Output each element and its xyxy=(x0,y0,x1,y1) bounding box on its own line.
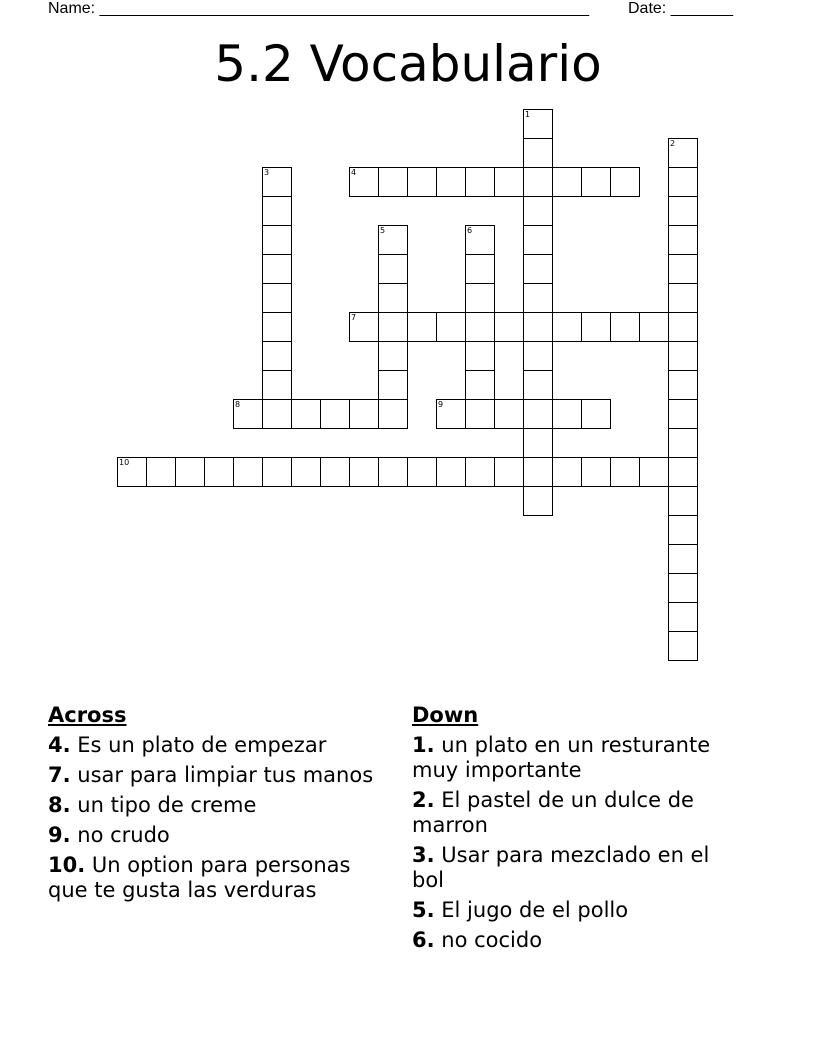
clue-across-9 xyxy=(48,823,378,848)
grid-cell[interactable] xyxy=(523,399,553,429)
grid-cell[interactable] xyxy=(668,138,698,168)
grid-cell[interactable] xyxy=(349,312,379,342)
grid-cell[interactable] xyxy=(523,457,553,487)
clue-text: Es un plato de empezar xyxy=(77,733,327,757)
grid-cell[interactable] xyxy=(378,457,408,487)
grid-cell[interactable] xyxy=(668,225,698,255)
grid-cell[interactable] xyxy=(668,254,698,284)
clue-number-label: 1 xyxy=(525,110,531,119)
grid-cell[interactable] xyxy=(378,341,408,371)
grid-cell[interactable] xyxy=(378,167,408,197)
clue-number: 9. xyxy=(48,823,71,847)
grid-cell[interactable] xyxy=(117,457,147,487)
grid-cell[interactable] xyxy=(581,312,611,342)
grid-cell[interactable] xyxy=(523,486,553,516)
name-field[interactable]: Name: _______________________________________________________ xyxy=(48,0,589,17)
clue-text: El pastel de un dulce de marron xyxy=(412,788,694,837)
grid-cell[interactable] xyxy=(407,457,437,487)
clue-down-3 xyxy=(412,843,742,893)
clue-number-label: 4 xyxy=(351,168,357,177)
clue-text: Usar para mezclado en el bol xyxy=(412,843,710,892)
grid-cell[interactable] xyxy=(581,457,611,487)
grid-cell[interactable] xyxy=(668,283,698,313)
grid-cell[interactable] xyxy=(233,457,263,487)
grid-cell[interactable] xyxy=(523,341,553,371)
clue-text: no cocido xyxy=(441,928,543,952)
grid-cell[interactable] xyxy=(581,167,611,197)
grid-cell[interactable] xyxy=(378,283,408,313)
grid-cell[interactable] xyxy=(523,254,553,284)
grid-cell[interactable] xyxy=(436,167,466,197)
grid-cell[interactable] xyxy=(407,167,437,197)
grid-cell[interactable] xyxy=(291,457,321,487)
grid-cell[interactable] xyxy=(262,370,292,400)
grid-cell[interactable] xyxy=(465,399,495,429)
grid-cell[interactable] xyxy=(465,457,495,487)
clue-number-label: 6 xyxy=(467,226,473,235)
grid-cell[interactable] xyxy=(146,457,176,487)
clue-text: un plato en un resturante muy importante xyxy=(412,733,711,782)
grid-cell[interactable] xyxy=(523,196,553,226)
grid-cell[interactable] xyxy=(204,457,234,487)
grid-cell[interactable] xyxy=(668,370,698,400)
clue-number: 6. xyxy=(412,928,435,952)
grid-cell[interactable] xyxy=(465,341,495,371)
grid-cell[interactable] xyxy=(668,457,698,487)
grid-cell[interactable] xyxy=(639,312,669,342)
grid-cell[interactable] xyxy=(639,457,669,487)
grid-cell[interactable] xyxy=(465,225,495,255)
grid-cell[interactable] xyxy=(668,167,698,197)
grid-cell[interactable] xyxy=(523,428,553,458)
clue-text: Un option para personas que te gusta las verduras xyxy=(48,853,351,902)
grid-cell[interactable] xyxy=(378,225,408,255)
clue-across-4 xyxy=(48,733,378,758)
grid-cell[interactable] xyxy=(552,167,582,197)
across-heading: Across xyxy=(48,703,127,727)
grid-cell[interactable] xyxy=(668,602,698,632)
clue-number-label: 10 xyxy=(119,458,130,467)
clue-text: usar para limpiar tus manos xyxy=(77,763,374,787)
grid-cell[interactable] xyxy=(523,109,553,139)
grid-cell[interactable] xyxy=(349,399,379,429)
across-clues xyxy=(48,703,378,908)
grid-cell[interactable] xyxy=(262,283,292,313)
grid-cell[interactable] xyxy=(668,573,698,603)
grid-cell[interactable] xyxy=(465,254,495,284)
clue-down-6 xyxy=(412,928,742,953)
grid-cell[interactable] xyxy=(262,167,292,197)
grid-cell[interactable] xyxy=(494,312,524,342)
clue-number: 4. xyxy=(48,733,71,757)
grid-cell[interactable] xyxy=(320,457,350,487)
grid-cell[interactable] xyxy=(523,225,553,255)
grid-cell[interactable] xyxy=(262,341,292,371)
grid-cell[interactable] xyxy=(262,312,292,342)
clue-down-1 xyxy=(412,733,742,783)
clue-number: 7. xyxy=(48,763,71,787)
clue-across-8 xyxy=(48,793,378,818)
grid-cell[interactable] xyxy=(465,312,495,342)
grid-cell[interactable] xyxy=(668,312,698,342)
grid-cell[interactable] xyxy=(668,631,698,661)
grid-cell[interactable] xyxy=(523,167,553,197)
grid-cell[interactable] xyxy=(610,457,640,487)
clue-number-label: 2 xyxy=(670,139,676,148)
clue-text: El jugo de el pollo xyxy=(441,898,629,922)
date-field[interactable]: Date: _______ xyxy=(628,0,733,17)
grid-cell[interactable] xyxy=(262,457,292,487)
clue-number: 2. xyxy=(412,788,435,812)
grid-cell[interactable] xyxy=(494,399,524,429)
grid-cell[interactable] xyxy=(668,399,698,429)
grid-cell[interactable] xyxy=(523,370,553,400)
clue-across-7 xyxy=(48,763,378,788)
clue-number-label: 9 xyxy=(438,400,444,409)
grid-cell[interactable] xyxy=(175,457,205,487)
clue-number: 8. xyxy=(48,793,71,817)
clue-number: 10. xyxy=(48,853,86,877)
grid-cell[interactable] xyxy=(465,167,495,197)
grid-cell[interactable] xyxy=(668,428,698,458)
clue-number: 3. xyxy=(412,843,435,867)
grid-cell[interactable] xyxy=(523,283,553,313)
clue-text: no crudo xyxy=(77,823,170,847)
clue-number-label: 8 xyxy=(235,400,241,409)
grid-cell[interactable] xyxy=(233,399,263,429)
grid-cell[interactable] xyxy=(668,486,698,516)
grid-cell[interactable] xyxy=(378,312,408,342)
grid-cell[interactable] xyxy=(581,399,611,429)
grid-cell[interactable] xyxy=(523,138,553,168)
grid-cell[interactable] xyxy=(436,457,466,487)
grid-cell[interactable] xyxy=(349,457,379,487)
grid-cell[interactable] xyxy=(668,515,698,545)
grid-cell[interactable] xyxy=(378,254,408,284)
grid-cell[interactable] xyxy=(436,312,466,342)
grid-cell[interactable] xyxy=(610,312,640,342)
clue-number: 5. xyxy=(412,898,435,922)
grid-cell[interactable] xyxy=(262,254,292,284)
clue-across-10 xyxy=(48,853,378,903)
down-clues xyxy=(412,703,742,958)
clue-number-label: 7 xyxy=(351,313,357,322)
grid-cell[interactable] xyxy=(291,399,321,429)
grid-cell[interactable] xyxy=(610,167,640,197)
grid-cell[interactable] xyxy=(262,225,292,255)
grid-cell[interactable] xyxy=(262,399,292,429)
grid-cell[interactable] xyxy=(320,399,350,429)
grid-cell[interactable] xyxy=(494,167,524,197)
clue-text: un tipo de creme xyxy=(77,793,257,817)
grid-cell[interactable] xyxy=(552,457,582,487)
grid-cell[interactable] xyxy=(494,457,524,487)
grid-cell[interactable] xyxy=(378,399,408,429)
clue-number: 1. xyxy=(412,733,435,757)
grid-cell[interactable] xyxy=(465,283,495,313)
grid-cell[interactable] xyxy=(407,312,437,342)
down-heading: Down xyxy=(412,703,479,727)
grid-cell[interactable] xyxy=(349,167,379,197)
grid-cell[interactable] xyxy=(668,544,698,574)
grid-cell[interactable] xyxy=(465,370,495,400)
grid-cell[interactable] xyxy=(378,370,408,400)
clue-number-label: 3 xyxy=(264,168,270,177)
clue-number-label: 5 xyxy=(380,226,386,235)
grid-cell[interactable] xyxy=(552,399,582,429)
clue-down-2 xyxy=(412,788,742,838)
grid-cell[interactable] xyxy=(523,312,553,342)
grid-cell[interactable] xyxy=(436,399,466,429)
grid-cell[interactable] xyxy=(552,312,582,342)
grid-cell[interactable] xyxy=(262,196,292,226)
clue-down-5 xyxy=(412,898,742,923)
page-title: 5.2 Vocabulario xyxy=(214,35,602,93)
grid-cell[interactable] xyxy=(668,341,698,371)
grid-cell[interactable] xyxy=(668,196,698,226)
